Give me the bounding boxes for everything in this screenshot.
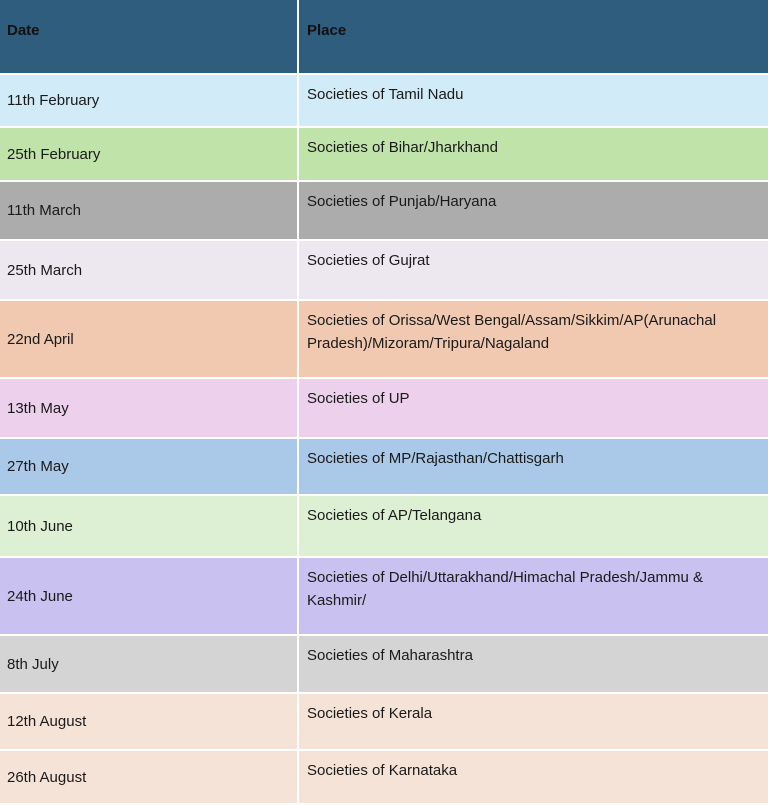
place-column-header: Place — [299, 0, 768, 75]
date-cell: 11th February — [0, 75, 299, 128]
place-cell: Societies of Delhi/Uttarakhand/Himachal Pradesh/Jammu & Kashmir/ — [299, 558, 768, 636]
table-row — [0, 496, 768, 558]
table-row — [0, 439, 768, 496]
table-row — [0, 694, 768, 751]
date-cell: 27th May — [0, 439, 299, 496]
place-cell: Societies of Bihar/Jharkhand — [299, 128, 768, 182]
table-row — [0, 241, 768, 301]
date-cell: 12th August — [0, 694, 299, 751]
date-cell: 8th July — [0, 636, 299, 694]
table-row — [0, 636, 768, 694]
date-cell: 10th June — [0, 496, 299, 558]
place-cell: Societies of Orissa/West Bengal/Assam/Sikkim/AP(Arunachal Pradesh)/Mizoram/Tripura/Nagaland — [299, 301, 768, 379]
table-row — [0, 558, 768, 636]
date-cell: 25th March — [0, 241, 299, 301]
place-cell: Societies of Maharashtra — [299, 636, 768, 694]
date-cell: 25th February — [0, 128, 299, 182]
place-cell: Societies of Punjab/Haryana — [299, 182, 768, 241]
date-cell: 13th May — [0, 379, 299, 439]
place-cell: Societies of MP/Rajasthan/Chattisgarh — [299, 439, 768, 496]
table-row — [0, 379, 768, 439]
place-cell: Societies of Gujrat — [299, 241, 768, 301]
table-row — [0, 75, 768, 128]
place-cell: Societies of AP/Telangana — [299, 496, 768, 558]
date-column-header: Date — [0, 0, 299, 75]
date-cell: 24th June — [0, 558, 299, 636]
table-row — [0, 751, 768, 805]
table-row — [0, 301, 768, 379]
table-header-row — [0, 0, 768, 75]
date-cell: 22nd April — [0, 301, 299, 379]
date-cell: 26th August — [0, 751, 299, 805]
date-cell: 11th March — [0, 182, 299, 241]
place-cell: Societies of Karnataka — [299, 751, 768, 805]
place-cell: Societies of Tamil Nadu — [299, 75, 768, 128]
table-row — [0, 128, 768, 182]
place-cell: Societies of UP — [299, 379, 768, 439]
table-row — [0, 182, 768, 241]
place-cell: Societies of Kerala — [299, 694, 768, 751]
